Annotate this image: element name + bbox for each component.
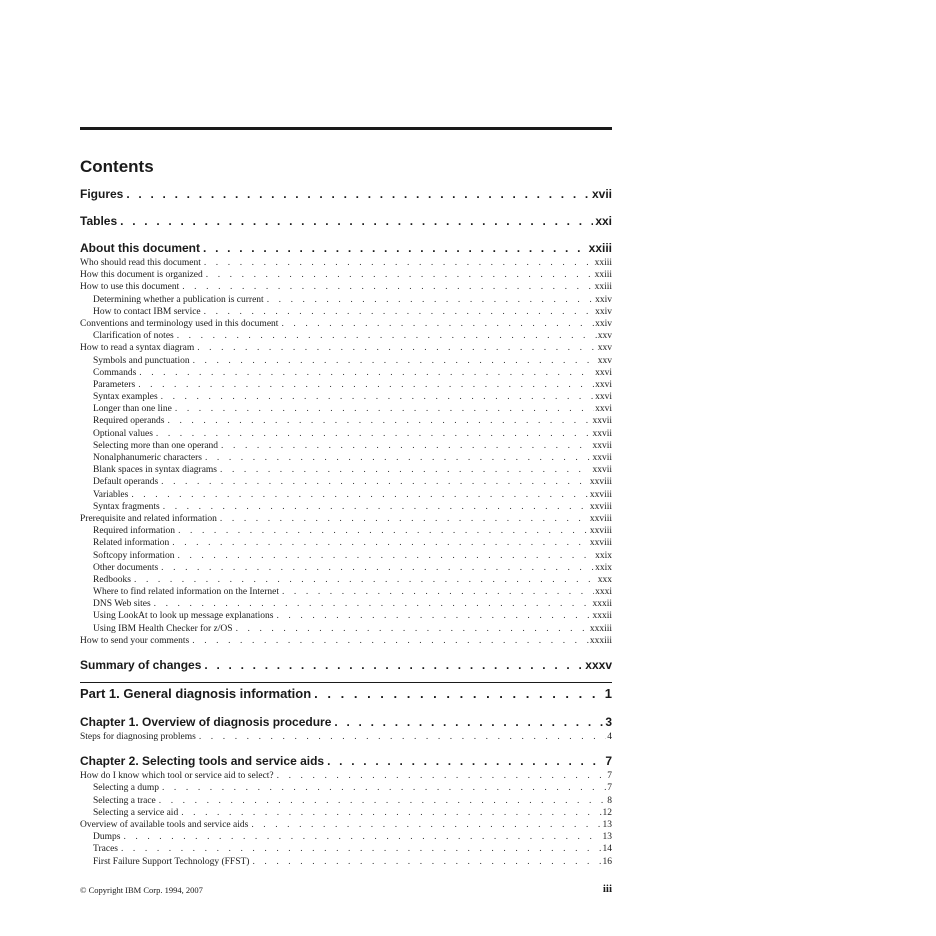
toc-entry-page: xxvi [595, 379, 612, 390]
toc-entry[interactable] [80, 367, 612, 379]
dot-leader [158, 476, 589, 488]
toc-entry-page: 14 [602, 844, 612, 855]
toc-entry-page: 13 [602, 832, 612, 843]
toc-page [80, 0, 612, 936]
dot-leader [218, 440, 591, 452]
toc-entry-title: How this document is organized [80, 270, 203, 281]
dot-leader [174, 330, 597, 342]
toc-entry[interactable] [80, 574, 612, 586]
toc-entry-title: Variables [93, 489, 129, 500]
toc-entry-title: Using IBM Health Checker for z/OS [93, 623, 233, 634]
toc-entry[interactable] [80, 281, 612, 293]
toc-entry-page: xxv [597, 355, 612, 366]
toc-entry-title: Determining whether a publication is current [93, 294, 264, 305]
toc-entry[interactable] [80, 598, 612, 610]
toc-entry-title: How to send your comments [80, 635, 190, 646]
toc-entry[interactable] [80, 269, 612, 281]
dot-leader [264, 294, 594, 306]
toc-entry-title: How do I know which tool or service aid to select? [80, 771, 274, 782]
dot-leader [128, 489, 588, 501]
toc-entry-title: Part 1. General diagnosis information [80, 686, 312, 701]
toc-entry-title: First Failure Support Technology (FFST) [93, 856, 250, 867]
toc-entry-title: Softcopy information [93, 550, 175, 561]
toc-entry-page: xxiii [594, 270, 612, 281]
toc-entry[interactable] [80, 843, 612, 855]
toc-entry-title: Chapter 2. Selecting tools and service aids [80, 754, 325, 769]
toc-entry-title: Nonalphanumeric characters [93, 453, 202, 463]
toc-entry-title: Traces [93, 844, 118, 855]
toc-entry-title: Prerequisite and related information [80, 513, 217, 524]
toc-entry-title: Dumps [93, 832, 121, 843]
dot-leader [273, 610, 591, 622]
dot-leader [311, 684, 603, 704]
toc-chapter-entry[interactable] [80, 657, 612, 674]
toc-entry-page: xxviii [589, 513, 612, 524]
toc-entry[interactable] [80, 501, 612, 513]
dot-leader [156, 795, 606, 807]
toc-entry-title: Selecting a dump [93, 783, 159, 794]
toc-entry-page: xxiii [594, 258, 612, 268]
toc-entry-page: 1 [604, 686, 612, 701]
dot-leader [172, 403, 594, 415]
toc-entry-page: xxix [595, 550, 612, 561]
toc-entry-page: 16 [602, 856, 612, 867]
dot-leader [194, 342, 597, 354]
toc-entry-title: Optional values [93, 428, 153, 439]
toc-entry-title: Redbooks [93, 574, 131, 585]
dot-leader [153, 428, 592, 440]
copyright-notice: © Copyright IBM Corp. 1994, 2007 [80, 885, 203, 895]
toc-entry[interactable] [80, 770, 612, 782]
toc-entry-title: Clarification of notes [93, 331, 174, 342]
toc-entry[interactable] [80, 415, 612, 427]
dot-leader [159, 782, 606, 794]
toc-entry-page: xxvi [595, 404, 612, 415]
toc-entry[interactable] [80, 731, 612, 743]
dot-leader [200, 240, 587, 257]
toc-entry-title: Syntax fragments [93, 501, 160, 512]
toc-entry-page: xxvi [595, 392, 612, 403]
toc-entry-title: How to read a syntax diagram [80, 343, 195, 354]
toc-entry-page: xxix [595, 562, 612, 573]
toc-entry-page: xxv [597, 331, 612, 342]
toc-entry-page: xxvi [595, 367, 612, 378]
toc-entry-page: xxiii [594, 282, 612, 293]
dot-leader [120, 831, 601, 843]
toc-entry[interactable] [80, 355, 612, 367]
toc-entry-page: 8 [607, 795, 612, 806]
toc-entry-page: 7 [605, 754, 612, 769]
dot-leader [117, 213, 593, 230]
toc-entry-page: xxvii [592, 428, 612, 439]
toc-entry-page: 12 [602, 807, 612, 818]
dot-leader [131, 574, 597, 586]
dot-leader [169, 537, 589, 549]
toc-entry[interactable] [80, 856, 612, 868]
toc-entry-title: Chapter 1. Overview of diagnosis procedure [80, 715, 332, 729]
toc-entry-page: xxxii [592, 599, 612, 610]
toc-entry-title: Commands [93, 367, 137, 378]
toc-entry[interactable] [80, 464, 612, 476]
dot-leader [160, 501, 589, 513]
toc-entry-title: Using LookAt to look up message explanations [93, 611, 274, 622]
dot-leader [249, 856, 601, 868]
toc-entry[interactable] [80, 306, 612, 318]
toc-entry-page: xxxiii [589, 623, 612, 634]
dot-leader [135, 379, 594, 391]
toc-entry[interactable] [80, 391, 612, 403]
toc-entry-page: xxviii [589, 501, 612, 512]
toc-entry-title: Who should read this document [80, 258, 201, 268]
toc-entry-title: Other documents [93, 562, 159, 573]
toc-entry-page: xxiv [595, 318, 612, 329]
dot-leader [179, 281, 593, 293]
toc-entry-page: xxvii [592, 440, 612, 451]
toc-entry-title: Where to find related information on the Internet [93, 587, 279, 598]
toc-entry-page: 13 [602, 819, 612, 830]
dot-leader [178, 807, 601, 819]
page-title: Contents [80, 157, 154, 176]
toc-entry-page: 3 [605, 715, 612, 729]
toc-entry-page: xxviii [589, 489, 612, 500]
page-number: iii [602, 883, 612, 895]
dot-leader [196, 731, 606, 743]
toc-entry-title: Required operands [93, 416, 165, 427]
dot-leader [201, 306, 594, 318]
toc-entry[interactable] [80, 831, 612, 843]
dot-leader [189, 635, 589, 647]
toc-entry-page: xxx [597, 574, 612, 585]
toc-entry-title: Figures [80, 187, 124, 201]
toc-entry-page: xxi [595, 214, 612, 228]
dot-leader [123, 186, 590, 203]
toc-entry-title: Default operands [93, 477, 159, 488]
dot-leader [175, 550, 595, 562]
toc-entry-title: Overview of available tools and service aids [80, 819, 249, 830]
toc-entry-title: How to use this document [80, 282, 180, 293]
toc-entry-title: Parameters [93, 379, 136, 390]
toc-entry[interactable] [80, 550, 612, 562]
toc-entry-page: xxiv [595, 306, 612, 317]
toc-entry-title: Steps for diagnosing problems [80, 732, 196, 742]
toc-entry-page: xxvii [592, 453, 612, 463]
toc-entry[interactable] [80, 403, 612, 415]
toc-part-entry[interactable] [80, 682, 612, 704]
toc-entry-title: Related information [93, 538, 170, 549]
dot-leader [118, 843, 602, 855]
toc-entry-page: xxiv [595, 294, 612, 305]
toc-entry[interactable] [80, 807, 612, 819]
toc-entry-page: xxvii [592, 465, 612, 476]
dot-leader [201, 657, 583, 674]
toc-entry-title: Selecting a service aid [93, 807, 179, 818]
dot-leader [324, 753, 603, 770]
dot-leader [233, 623, 589, 635]
toc-chapter-entry[interactable] [80, 714, 612, 731]
dot-leader [158, 391, 594, 403]
toc-entry[interactable] [80, 782, 612, 794]
dot-leader [158, 562, 594, 574]
dot-leader [151, 598, 592, 610]
toc-entry[interactable] [80, 428, 612, 440]
toc-entry[interactable] [80, 513, 612, 525]
dot-leader [175, 525, 589, 537]
toc-entry[interactable] [80, 257, 612, 269]
toc-entry[interactable] [80, 379, 612, 391]
toc-entry[interactable] [80, 330, 612, 342]
dot-leader [279, 586, 594, 598]
toc-entry[interactable] [80, 819, 612, 831]
toc-chapter-entry[interactable] [80, 753, 612, 770]
toc-entry-title: Syntax examples [93, 392, 158, 403]
dot-leader [136, 367, 594, 379]
toc-chapter-entry[interactable] [80, 240, 612, 257]
toc-entry-page: xxvii [592, 416, 612, 427]
toc-entry-title: Required information [93, 526, 176, 537]
toc-entry[interactable] [80, 476, 612, 488]
toc-entry[interactable] [80, 537, 612, 549]
toc-entry-page: xxxv [585, 658, 612, 672]
dot-leader [248, 819, 601, 831]
toc-entry[interactable] [80, 342, 612, 354]
toc-entry-title: Selecting a trace [93, 795, 156, 806]
dot-leader [165, 415, 592, 427]
toc-entry-page: 4 [607, 732, 612, 742]
toc-entry[interactable] [80, 562, 612, 574]
toc-entry-title: Selecting more than one operand [93, 440, 219, 451]
dot-leader [274, 770, 607, 782]
dot-leader [201, 257, 594, 269]
toc-entry[interactable] [80, 489, 612, 501]
toc-entry-title: Blank spaces in syntax diagrams [93, 465, 218, 476]
toc-entry-page: xxv [597, 343, 612, 354]
toc-entry-page: xxxi [595, 587, 612, 598]
dot-leader [217, 464, 591, 476]
toc-entry[interactable] [80, 525, 612, 537]
toc-entry-page: xxviii [589, 526, 612, 537]
toc-entry-title: Conventions and terminology used in this document [80, 318, 279, 329]
toc-entry[interactable] [80, 795, 612, 807]
toc-entry-page: xxviii [589, 538, 612, 549]
toc-entry[interactable] [80, 610, 612, 622]
toc-entry-title: Symbols and punctuation [93, 355, 190, 366]
toc-entry-title: DNS Web sites [93, 599, 151, 610]
toc-entry[interactable] [80, 440, 612, 452]
toc-entry-title: How to contact IBM service [93, 306, 201, 317]
toc-entry[interactable] [80, 635, 612, 647]
toc-entry-page: 7 [607, 771, 612, 782]
table-of-contents [80, 186, 612, 868]
toc-entry[interactable] [80, 318, 612, 330]
toc-entry[interactable] [80, 623, 612, 635]
toc-entry-title: About this document [80, 241, 200, 255]
top-rule [80, 127, 612, 130]
toc-entry-page: xxxiii [589, 635, 612, 646]
dot-leader [217, 513, 589, 525]
toc-entry-page: xxviii [589, 477, 612, 488]
toc-entry[interactable] [80, 586, 612, 598]
toc-entry-page: xvii [591, 187, 612, 201]
dot-leader [202, 452, 592, 464]
toc-chapter-entry[interactable] [80, 213, 612, 230]
dot-leader [331, 714, 603, 731]
toc-entry-title: Tables [80, 214, 118, 228]
toc-chapter-entry[interactable] [80, 186, 612, 203]
toc-entry-title: Longer than one line [93, 404, 172, 415]
dot-leader [203, 269, 594, 281]
toc-entry[interactable] [80, 452, 612, 464]
dot-leader [278, 318, 594, 330]
toc-entry-page: xxiii [588, 241, 612, 255]
toc-entry-title: Summary of changes [80, 658, 202, 672]
dot-leader [190, 355, 597, 367]
toc-entry-page: 7 [607, 783, 612, 794]
toc-entry[interactable] [80, 294, 612, 306]
toc-entry-page: xxxii [592, 611, 612, 622]
